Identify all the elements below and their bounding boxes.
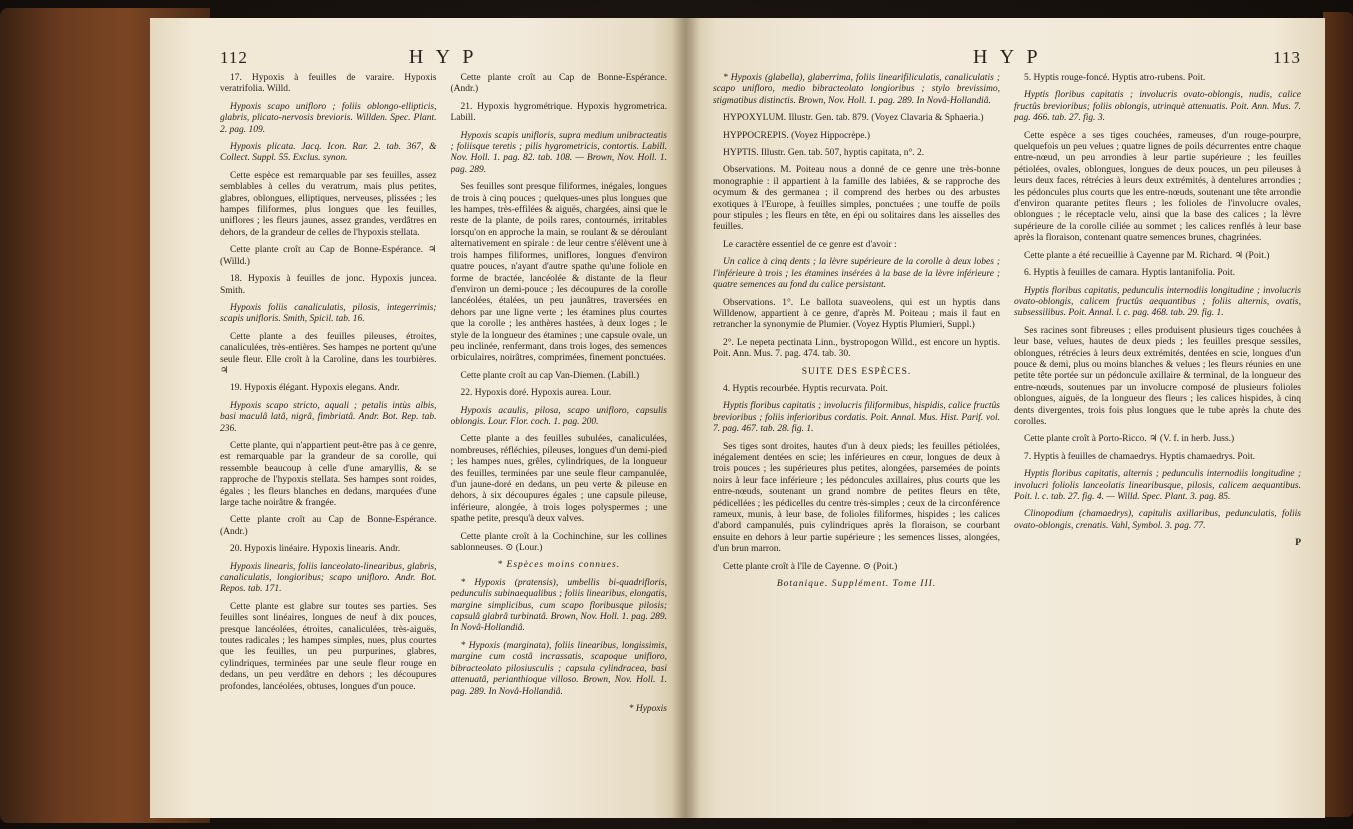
paragraph: 7. Hyptis à feuilles de chamaedrys. Hyptis chamaedrys. Poit. [1024, 451, 1256, 462]
paragraph: Cette plante croît au Cap de Bonne-Espérance. ♃ (Willd.) [220, 245, 437, 267]
paragraph: Hyptis floribus capitatis, pedunculis internodiis longitudine ; involucris ovato-oblongis, calicem fructûs aequantibus ; foliis alternis, ovatis, subsessilibus. Poit. Annal. l. c. pag. 468. tab. 29. fig. 1. [1014, 285, 1301, 319]
paragraph: Cette plante croît à l'île de Cayenne. ⊙ (Poit.) [723, 561, 898, 572]
paragraph: * Hypoxis (marginata), foliis linearibus, longissimis, margine cum costâ incrassatis, scapoque unifloro, bibracteolato pilosiusculis ; capsula cylindracea, basi attenuatâ, perianthioque villoso. Brown, Nov. Holl. 1. pag. 289. In Novâ-Hollandiâ. [450, 640, 667, 697]
paragraph: Hypoxis plicata. Jacq. Icon. Rar. 2. tab. 367, & Collect. Suppl. 55. Exclus. synon. [220, 142, 437, 164]
paragraph: Ses tiges sont droites, hautes d'un à deux pieds; les feuilles pétiolées, inégalement dentées en scie; les inférieures en cœur, longues de deux à trois pouces ; les supérieures plus petites, alongées, parsemées de points noirs à leur face inférieure ; les pédoncules axillaires, plus courts que les entre-nœuds, soutenant un grand nombre de petites fleurs en tête, pédicellées ; les pédicelles du centre très-simples ; ceux de la circonférence rameux, munis, à leur base, de folioles filiformes, hispides ; les calices d'abord campanulés, puis cylindriques après la floraison, se courbant ensuite en dehors à leur partie supérieure ; les semences lisses, alongées, d'un brun marron. [713, 441, 1000, 555]
paragraph: Cette plante, qui n'appartient peut-être pas à ce genre, est remarquable par la grandeur de sa corolle, qui ressemble beaucoup à celle d'une amaryllis, & se rapproche de l'hypoxis stellata. Ses hampes sont roides, égales ; les fleurs blanches en dedans, marquées d'une large tache noirâtre & frangée. [220, 440, 437, 508]
signature-mark: P [1295, 538, 1301, 549]
paragraph: Cette espèce a ses tiges couchées, rameuses, d'un rouge-pourpre, quelquefois un peu velues ; quatre lignes de poils décurrentes entre chaque entre-nœud, un peu arrondies à leur partie supérieure ; les feuilles pétiolées, ovales, oblongues, longues de deux pouces, un peu pileuses à leurs deux faces, rétrécies à leurs deux extrémités, à dentelures arrondies ; les pédoncules plus courts que les entre-nœuds, soutenant une tête arrondie d'environ quarante petites fleurs ; les folioles de l'involucre ovales, oblongues ; le réceptacle velu, ainsi que la base des calices ; la lèvre supérieure de la corolle ciliée au sommet ; les calices renflés à leur base après la floraison, contenant quatre semences brunes, chagrinées. [1014, 130, 1301, 244]
left-page [150, 18, 685, 818]
paragraph: Hypoxis acaulis, pilosa, scapo unifloro, capsulis oblongis. Lour. Flor. coch. 1. pag. 200. [450, 405, 667, 427]
right-column-1 [713, 73, 1000, 596]
right-column-2 [1014, 73, 1301, 596]
left-column-1 [220, 73, 437, 721]
paragraph: Clinopodium (chamaedrys), capitulis axillaribus, pedunculatis, foliis ovato-oblongis, crenatis. Vahl, Symbol. 3. pag. 77. [1014, 509, 1301, 531]
paragraph: * Hypoxis (pratensis), umbellis bi-quadrifloris, pedunculis subinaequalibus ; foliis linearibus, elongatis, margine simplicibus, cum scapo floribusque pilosis; capsulâ glabrâ turbinatâ. Brown, Nov. Holl. 1. pag. 289. In Novâ-Hollandiâ. [450, 577, 667, 634]
section-heading: SUITE DES ESPÈCES. [801, 366, 912, 377]
paragraph: 2°. Le nepeta pectinata Linn., bystropogon Willd., est encore un hyptis. Poit. Ann. Mus. 7. pag. 474. tab. 30. [713, 337, 1000, 360]
paragraph: Cette plante croît au Cap de Bonne-Espérance. (Andr.) [220, 515, 437, 537]
paragraph: Cette plante a des feuilles subulées, canaliculées, nombreuses, réfléchies, pileuses, longues d'un demi-pied ; les hampes nues, grêles, cylindriques, de la longueur des feuilles, terminées par une seule fleur campanulée, d'un jaune-doré en dedans, un peu verte & pileuse en dehors, à six découpures égales ; une capsule pileuse, inférieure, alongée, à trois loges polyspermes ; une spathe petite, presqu'à deux valves. [450, 434, 667, 525]
paragraph: 5. Hyptis rouge-foncé. Hyptis atro-rubens. Poit. [1024, 73, 1206, 83]
paragraph: HYPTIS. Illustr. Gen. tab. 507, hyptis capitata, n°. 2. [723, 148, 925, 159]
paragraph: HYPPOCREPIS. (Voyez Hippocrèpe.) [723, 130, 871, 141]
paragraph: Hypoxis scapo stricto, aquali ; petalis intùs albis, basi maculâ latâ, nigrâ, fimbriatâ. Andr. Bot. Rep. tab. 236. [220, 400, 437, 434]
paragraph: 17. Hypoxis à feuilles de varaire. Hypoxis veratrifolia. Willd. [220, 73, 437, 95]
paragraph: Hyptis floribus capitatis ; involucris ovato-oblongis, nudis, calice fructûs brevioribus; foliis oblongis, utrinquè attenuatis. Poit. Ann. Mus. 7. pag. 466. tab. 27. fig. 3. [1014, 90, 1301, 124]
left-running-head: H Y P [408, 46, 478, 68]
paragraph: Hypoxis scapis unifloris, supra medium unibracteatis ; foliisque teretis ; pilis hygrometricis, contortis. Labill. Nov. Holl. 1. pag. 82. tab. 108. — Brown, Nov. Holl. 1. pag. 289. [450, 130, 667, 175]
signature-line: Botanique. Supplément. Tome III. [776, 579, 937, 590]
paragraph: Cette plante croît au Cap de Bonne-Espérance. (Andr.) [450, 73, 667, 95]
paragraph: Cette espèce est remarquable par ses feuilles, assez semblables à celles du veratrum, mais plus petites, glabres, oblongues, elliptiques, nerveuses, plissées ; les hampes filiformes, plus longues que les feuilles, uniflores ; les fleurs jaunes, assez grandes, verdâtres en dehors, de la grandeur de celles de l'hypoxis stellata. [220, 170, 437, 238]
catchword: * Hypoxis [628, 703, 667, 714]
paragraph: Ses racines sont fibreuses ; elles produisent plusieurs tiges couchées à leur base, velues, hautes de deux pieds ; les feuilles presque sessiles, oblongues, rétrécies à leurs deux extrémités, dentées en scie, longues d'un pouce & demi, plus ou moins blanches & velues ; les fleurs réunies en une petite tête portée sur un pédoncule axillaire & terminal, de la longueur des entre-nœuds, soutenues par un involucre composé de plusieurs folioles oblongues, aiguës, de la longueur des fleurs ; les calices hispides, à cinq dents divergentes, trois fois plus longues que le tube après la chute des corolles. [1014, 325, 1301, 427]
paragraph: Observations. 1°. Le ballota suaveolens, qui est un hyptis dans Willdenow, appartient à ce genre, d'après M. Poiteau ; mais il faut en retrancher la synonymie de Plumier. (Voyez Hyptis Plumieri, Suppl.) [713, 297, 1000, 331]
paragraph: 20. Hypoxis linéaire. Hypoxis linearis. Andr. [230, 544, 401, 555]
paragraph: Hyptis floribus capitatis, alternis ; pedunculis internodiis longitudine ; involucri foliolis lanceolatis linearibusque, pilosis, calicem aequantibus. Poit. l. c. tab. 27. fig. 4. — Willd. Spec. Plant. 3. pag. 85. [1014, 469, 1301, 502]
left-page-number: 112 [220, 48, 248, 67]
right-running-head: H Y P [973, 46, 1042, 68]
left-page-header [220, 46, 667, 69]
paragraph: Hyptis floribus capitatis ; involucris filiformibus, hispidis, calice fructûs brevioribus ; foliis inferioribus cordatis. Poit. Annal. Mus. Hist. Parif. vol. 7. pag. 467. tab. 28. fig. 1. [713, 401, 1000, 435]
paragraph: Cette plante a été recueillie à Cayenne par M. Richard. ♃ (Poit.) [1024, 250, 1270, 261]
paragraph: Hypoxis foliis canaliculatis, pilosis, integerrimis; scapis unifloris. Smith, Spicil. tab. 16. [220, 302, 437, 325]
paragraph: 18. Hypoxis à feuilles de jonc. Hypoxis juncea. Smith. [220, 274, 437, 296]
right-page-header [713, 46, 1301, 69]
paragraph: 19. Hypoxis élégant. Hypoxis elegans. Andr. [230, 383, 400, 394]
paragraph: Cette plante croît à Porto-Ricco. ♃ (V. f. in herb. Juss.) [1024, 434, 1235, 445]
paragraph: Un calice à cinq dents ; la lèvre supérieure de la corolle à deux lobes ; l'inférieure à trois ; les étamines insérées à la base de la lèvre inférieure ; quatre semences au fond du calice persistant. [713, 257, 1000, 291]
paragraph: Le caractère essentiel de ce genre est d'avoir : [723, 239, 897, 250]
paragraph: Observations. M. Poiteau nous a donné de ce genre une très-bonne monographie : il appartient à la famille des labiées, & se rapproche des ocymum & des germanea ; il comprend des herbes ou des arbustes exotiques à l'Europe, à feuilles simples, ponctuées ; une touffe de poils pour stipules ; les fleurs en tête, en épi ou solitaires dans les aisselles des feuilles. [713, 165, 1000, 233]
paragraph: Cette plante croît au cap Van-Diemen. (Labill.) [460, 370, 640, 381]
book-gutter [672, 18, 700, 818]
paragraph: Hypoxis scapo unifloro ; foliis oblongo-ellipticis, glabris, plicato-nervosis brevioris. Willden. Spec. Plant. 2. pag. 109. [220, 101, 437, 135]
paragraph: 6. Hyptis à feuilles de camara. Hyptis lantanifolia. Poit. [1024, 268, 1236, 279]
paragraph: * Hypoxis (glabella), glaberrima, foliis linearifiliculatis, canaliculatis ; scapo unifloro, medio bibracteolato longioribus ; stylo brevissimo, stigmatibus distinctis. Brown, Nov. Holl. 1. pag. 289. In Novâ-Hollandiâ. [713, 73, 1000, 106]
paragraph: Ses feuilles sont presque filiformes, inégales, longues de trois à cinq pouces ; quelques-unes plus longues que les hampes, très-effilées & aiguës, chargées, ainsi que le reste de la plante, de poils rares, contournés, irritables lorsqu'on en approche la main, se roulant & se déroulant alternativement en spirale : de leur centre s'élèvent une à trois hampes filiformes, uniflores, longues d'environ quatre pouces, n'ayant d'autre spathe qu'une foliole en forme de bractée, lancéolée & distante de la fleur d'environ un demi-pouce ; les découpures de la corolle lancéolées, étalées, un peu jaunâtres, traversées en dehors par une ligne verte ; les étamines plus courtes que la corolle ; les anthères hastées, à deux loges ; le style de la longueur des étamines ; une capsule ovale, un peu inclinée, renfermant, dans trois loges, des semences orbiculaires, noirâtres, comprimées, finement ponctuées. [450, 182, 667, 364]
left-column-2 [451, 73, 668, 721]
right-page [685, 18, 1325, 818]
paragraph: 4. Hyptis recourbée. Hyptis recurvata. Poit. [723, 383, 888, 394]
paragraph: 22. Hypoxis doré. Hypoxis aurea. Lour. [460, 388, 612, 399]
paragraph: 21. Hypoxis hygrométrique. Hypoxis hygrometrica. Labill. [450, 101, 667, 124]
paragraph: Hypoxis linearis, foliis lanceolato-linearibus, glabris, canaliculatis, longioribus; scapo unifloro. Andr. Bot. Repos. tab. 171. [220, 561, 437, 595]
book-cover-right [1323, 12, 1353, 817]
section-heading: * Espèces moins connues. [497, 560, 621, 571]
paragraph: HYPOXYLUM. Illustr. Gen. tab. 879. (Voyez Clavaria & Sphaeria.) [723, 113, 984, 124]
paragraph: Cette plante est glabre sur toutes ses parties. Ses feuilles sont linéaires, longues de neuf à dix pouces, presque lancéolées, étroites, canaliculées, très-aiguës, toutes radicales ; les hampes simples, nues, plus courtes que les feuilles, un peu purpurines, glabres, cylindriques, terminées par une seule fleur rouge en dedans, un peu verdâtre en dehors ; les découpures profondes, lancéolées, obtuses, longues d'un pouce. [220, 601, 437, 692]
paragraph: Cette plante croît à la Cochinchine, sur les collines sablonneuses. ⊙ (Lour.) [450, 531, 667, 554]
paragraph: Cette plante a des feuilles pileuses, étroites, canaliculées, très-entières. Ses hampes ne portent qu'une seule fleur. Elle croît à la Caroline, dans les tourbières. ♃ [220, 331, 437, 376]
right-page-number: 113 [1273, 48, 1301, 67]
